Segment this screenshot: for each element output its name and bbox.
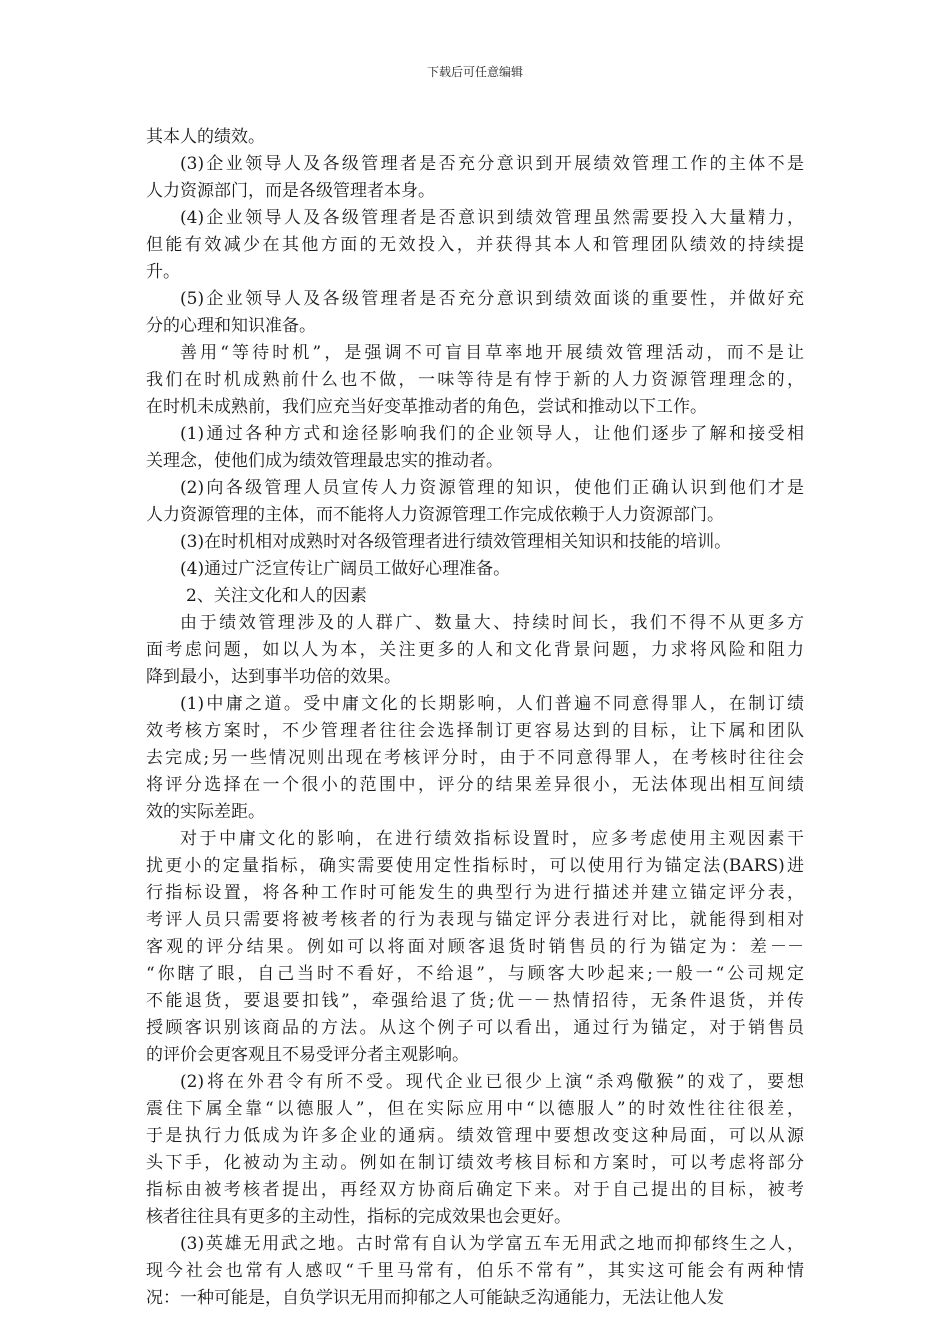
text-line: 客观的评分结果。例如可以将面对顾客退货时销售员的行为锚定为：差－－ <box>146 937 804 957</box>
text-line: 授顾客识别该商品的方法。从这个例子可以看出，通过行为锚定，对于销售员 <box>146 1018 804 1038</box>
text-line: 人力资源管理的主体，而不能将人力资源管理工作完成依赖于人力资源部门。 <box>146 505 724 525</box>
text-line: (4)企业领导人及各级管理者是否意识到绩效管理虽然需要投入大量精力， <box>180 208 804 228</box>
text-line: 震住下属全靠“以德服人”，但在实际应用中“以德服人”的时效性往往很差， <box>146 1099 804 1119</box>
paragraph <box>146 556 804 583</box>
text-line: 由于绩效管理涉及的人群广、数量大、持续时间长，我们不得不从更多方 <box>180 613 804 633</box>
paragraph <box>146 691 804 826</box>
text-line: 现今社会也常有人感叹“千里马常有，伯乐不常有”，其实这可能会有两种情 <box>146 1261 804 1281</box>
paragraph <box>146 826 804 1069</box>
text-line: “你瞎了眼，自己当时不看好，不给退”，与顾客大吵起来;一般一“公司规定 <box>146 964 804 984</box>
text-line: (3)企业领导人及各级管理者是否充分意识到开展绩效管理工作的主体不是 <box>180 154 804 174</box>
paragraph <box>146 1069 804 1231</box>
text-line: 指标由被考核者提出，再经双方协商后确定下来。对于自己提出的目标，被考 <box>146 1180 804 1200</box>
text-line: 关理念，使他们成为绩效管理最忠实的推动者。 <box>146 451 503 471</box>
text-line: 面考虑问题，如以人为本，关注更多的人和文化背景问题，力求将风险和阻力 <box>146 640 804 660</box>
text-line: (1)中庸之道。受中庸文化的长期影响，人们普遍不同意得罪人，在制订绩 <box>180 694 804 714</box>
paragraph <box>146 529 804 556</box>
paragraph <box>146 205 804 286</box>
text-line: 对于中庸文化的影响，在进行绩效指标设置时，应多考虑使用主观因素干 <box>180 829 804 849</box>
paragraph <box>146 1231 804 1312</box>
text-line: 在时机未成熟前，我们应充当好变革推动者的角色，尝试和推动以下工作。 <box>146 397 707 417</box>
text-line: 其本人的绩效。 <box>146 127 265 147</box>
paragraph <box>146 151 804 205</box>
text-line: 2、关注文化和人的因素 <box>186 586 367 606</box>
paragraph <box>146 610 804 691</box>
text-line: 头下手，化被动为主动。例如在制订绩效考核目标和方案时，可以考虑将部分 <box>146 1153 804 1173</box>
text-line: (2)向各级管理人员宣传人力资源管理的知识，使他们正确认识到他们才是 <box>180 478 804 498</box>
document-body <box>146 124 804 1312</box>
text-line: (4)通过广泛宣传让广阔员工做好心理准备。 <box>180 559 511 579</box>
text-line: 我们在时机成熟前什么也不做，一味等待是有悖于新的人力资源管理理念的， <box>146 370 804 390</box>
text-line: (2)将在外君令有所不受。现代企业已很少上演“杀鸡儆猴”的戏了，要想 <box>180 1072 804 1092</box>
section-heading <box>146 583 804 610</box>
text-line: 况：一种可能是，自负学识无用而抑郁之人可能缺乏沟通能力，无法让他人发 <box>146 1288 724 1308</box>
text-line: 人力资源部门，而是各级管理者本身。 <box>146 181 435 201</box>
text-line: 但能有效减少在其他方面的无效投入，并获得其本人和管理团队绩效的持续提 <box>146 235 804 255</box>
paragraph <box>146 340 804 421</box>
text-line: 降到最小，达到事半功倍的效果。 <box>146 667 401 687</box>
page-header: 下载后可任意编辑 <box>426 65 523 79</box>
text-line: 的评价会更客观且不易受评分者主观影响。 <box>146 1045 469 1065</box>
text-line: 扰更小的定量指标，确实需要使用定性指标时，可以使用行为锚定法(BARS)进 <box>146 856 804 876</box>
text-line: (3)英雄无用武之地。古时常有自认为学富五车无用武之地而抑郁终生之人， <box>180 1234 804 1254</box>
text-line: 考评人员只需要将被考核者的行为表现与锚定评分表进行对比，就能得到相对 <box>146 910 804 930</box>
text-line: 效的实际差距。 <box>146 802 265 822</box>
text-line: 去完成;另一些情况则出现在考核评分时，由于不同意得罪人，在考核时往往会 <box>146 748 804 768</box>
text-line: 将评分选择在一个很小的范围中，评分的结果差异很小，无法体现出相互间绩 <box>146 775 804 795</box>
paragraph <box>146 124 804 151</box>
paragraph <box>146 286 804 340</box>
paragraph <box>146 475 804 529</box>
text-line: 效考核方案时，不少管理者往往会选择制订更容易达到的目标，让下属和团队 <box>146 721 804 741</box>
text-line: (1)通过各种方式和途径影响我们的企业领导人，让他们逐步了解和接受相 <box>180 424 804 444</box>
text-line: (5)企业领导人及各级管理者是否充分意识到绩效面谈的重要性，并做好充 <box>180 289 804 309</box>
text-line: 核者往往具有更多的主动性，指标的完成效果也会更好。 <box>146 1207 571 1227</box>
paragraph <box>146 421 804 475</box>
text-line: (3)在时机相对成熟时对各级管理者进行绩效管理相关知识和技能的培训。 <box>180 532 732 552</box>
text-line: 善用“等待时机”，是强调不可盲目草率地开展绩效管理活动，而不是让 <box>180 343 804 363</box>
text-line: 于是执行力低成为许多企业的通病。绩效管理中要想改变这种局面，可以从源 <box>146 1126 804 1146</box>
text-line: 升。 <box>146 262 180 282</box>
text-line: 分的心理和知识准备。 <box>146 316 316 336</box>
text-line: 不能退货，要退要扣钱”，牵强给退了货;优－－热情招待，无条件退货，并传 <box>146 991 804 1011</box>
text-line: 行指标设置，将各种工作时可能发生的典型行为进行描述并建立锚定评分表， <box>146 883 804 903</box>
